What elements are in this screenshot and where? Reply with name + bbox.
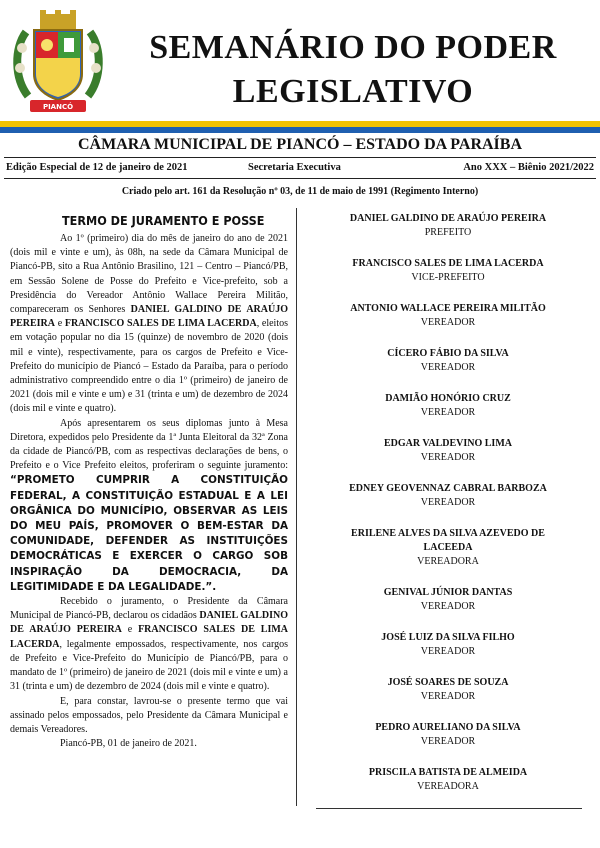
term-paragraph-2: Após apresentarem os seus diplomas junto à Mesa Diretora, expedidos pelo Presidente da 1ª Junta Eleitoral da 32ª Zona da cidade de Piancó/PB, com as respectivas declarações de bens, o Prefeito e o Vice Prefeito eleitos, proferiram o seguinte juramento: “PROMETO CUMPRIR A CONSTITUIÇÃO FEDERAL, A CONSTITUIÇÃO ESTADUAL E A LEI ORGÂNICA DO MUNICÍPIO, OBSERVAR AS LEIS DO MEU PAÍS, PROMOVER O BEM-ESTAR DA COMUNIDADE, DEFENDER AS INSTITUIÇÕES DEMOCRÁTICAS E EXERCER O CARGO SOB INSPIRAÇÃO DA DEMOCRACIA, DA LEGITIMIDADE E DA LEGALIDADE.”. bbox=[10, 417, 288, 593]
publication-title bbox=[118, 26, 588, 114]
crest-ribbon-text: PIANCÓ bbox=[42, 103, 74, 111]
signature-block: EDNEY GEOVENNAZ CABRAL BARBOZA VEREADOR bbox=[349, 483, 547, 508]
edition-date: Edição Especial de 12 de janeiro de 2021 bbox=[6, 162, 188, 173]
term-paragraph-3: Recebido o juramento, o Presidente da Câmara Municipal de Piancó-PB, declarou os cidadãos DANIEL GALDINO DE ARAÚJO PEREIRA e FRANCISCO SALES DE LIMA LACERDA, legalmente empossados, respectivamente, nos cargos de Prefeito e Vice-Prefeito do Município de Piancó/PB, para o mandato de 1º (primeiro) de janeiro de 2021 (dois mil e vinte e um) a 31 (trinta e um) de dezembro de 2024 (dois mil e vinte e quatro). bbox=[10, 596, 289, 693]
term-paragraph-4: E, para constar, lavrou-se o presente termo que vai assinado pelos empossados, pelo Presidente da Câmara Municipal e demais Vereadores. bbox=[10, 695, 288, 735]
signature-block: EDGAR VALDEVINO LIMA VEREADOR bbox=[384, 438, 512, 463]
divider-bottom bbox=[4, 178, 596, 179]
term-paragraph-1: Ao 1º (primeiro) dia do mês de janeiro do ano de 2021 (dois mil e vinte e um), às 08h, na sede da Câmara Municipal de Piancó-PB, sito a Rua Antônio Brasilino, 121 – Centro – Piancó/PB, em Sessão Solene de Posse do Prefeito e Vice-prefeito, sob a Presidência do Vereador Antônio Wallace Pereira Militão, compareceram os Senhores DANIEL GALDINO DE ARAÚJO PEREIRA e FRANCISCO SALES DE LIMA LACERDA, eleitos em votação popular no dia 15 (quinze) de novembro de 2020 (dois mil e vinte), respectivamente, para os cargos de Prefeito e Vice-Prefeito do município de Piancó – Estado da Paraíba, para o período administrativo compreendido entre o dia 1º (primeiro) de janeiro de 2021 (dois mil e vinte e um) e 31 (trinta e um) de dezembro de 2024 (dois mil e vinte e quatro). bbox=[10, 233, 289, 415]
column-divider bbox=[296, 208, 297, 806]
term-column bbox=[10, 212, 288, 751]
title-line-1: SEMANÁRIO DO PODER bbox=[149, 29, 557, 66]
signature-block: ERILENE ALVES DA SILVA AZEVEDO DE LACEEDA VEREADORA bbox=[351, 528, 545, 567]
blue-stripe bbox=[0, 127, 600, 133]
municipal-crest-icon bbox=[10, 8, 106, 114]
signature-block: DANIEL GALDINO DE ARAÚJO PEREIRA PREFEITO bbox=[349, 213, 547, 238]
creation-note: Criado pelo art. 161 da Resolução nº 03, de 11 de maio de 1991 (Regimento Interno) bbox=[121, 186, 479, 197]
signature-block: GENIVAL JÚNIOR DANTAS VEREADOR bbox=[383, 587, 513, 612]
signature-block: FRANCISCO SALES DE LIMA LACERDA VICE-PREFEITO bbox=[352, 258, 544, 283]
edition-year: Ano XXX – Biênio 2021/2022 bbox=[463, 162, 594, 173]
signature-block: ANTONIO WALLACE PEREIRA MILITÃO VEREADOR bbox=[350, 303, 546, 328]
signature-block: PEDRO AURELIANO DA SILVA VEREADOR bbox=[375, 722, 521, 747]
masthead bbox=[0, 0, 600, 120]
chamber-subtitle: CÂMARA MUNICIPAL DE PIANCÓ – ESTADO DA PARAÍBA bbox=[77, 136, 522, 153]
term-heading: TERMO DE JURAMENTO E POSSE bbox=[62, 213, 265, 228]
title-line-2: LEGISLATIVO bbox=[232, 73, 474, 110]
signature-block: CÍCERO FÁBIO DA SILVA VEREADOR bbox=[387, 348, 509, 373]
signature-block: JOSÉ LUIZ DA SILVA FILHO VEREADOR bbox=[381, 632, 515, 657]
signatures-column bbox=[306, 212, 590, 811]
oath-text: “PROMETO CUMPRIR A CONSTITUIÇÃO FEDERAL, A CONSTITUIÇÃO ESTADUAL E A LEI ORGÂNICA DO MUNICÍPIO, OBSERVAR AS LEIS DO MEU PAÍS, PROMOVER O BEM-ESTAR DA COMUNIDADE, DEFENDER AS INSTITUIÇÕES DEMOCRÁTICAS E EXERCER O CARGO SOB INSPIRAÇÃO DA DEMOCRACIA, DA LEGITIMIDADE E DA LEGALIDADE.”. bbox=[10, 474, 288, 593]
signature-block: PRISCILA BATISTA DE ALMEIDA VEREADORA bbox=[368, 767, 528, 792]
signature-block: DAMIÃO HONÓRIO CRUZ VEREADOR bbox=[385, 393, 511, 418]
divider-top bbox=[4, 157, 596, 158]
term-place-date: Piancó-PB, 01 de janeiro de 2021. bbox=[60, 738, 197, 750]
signatures-end-rule bbox=[316, 808, 582, 809]
signature-block: JOSÉ SOARES DE SOUZA VEREADOR bbox=[387, 677, 509, 702]
edition-secretariat: Secretaria Executiva bbox=[248, 162, 341, 173]
